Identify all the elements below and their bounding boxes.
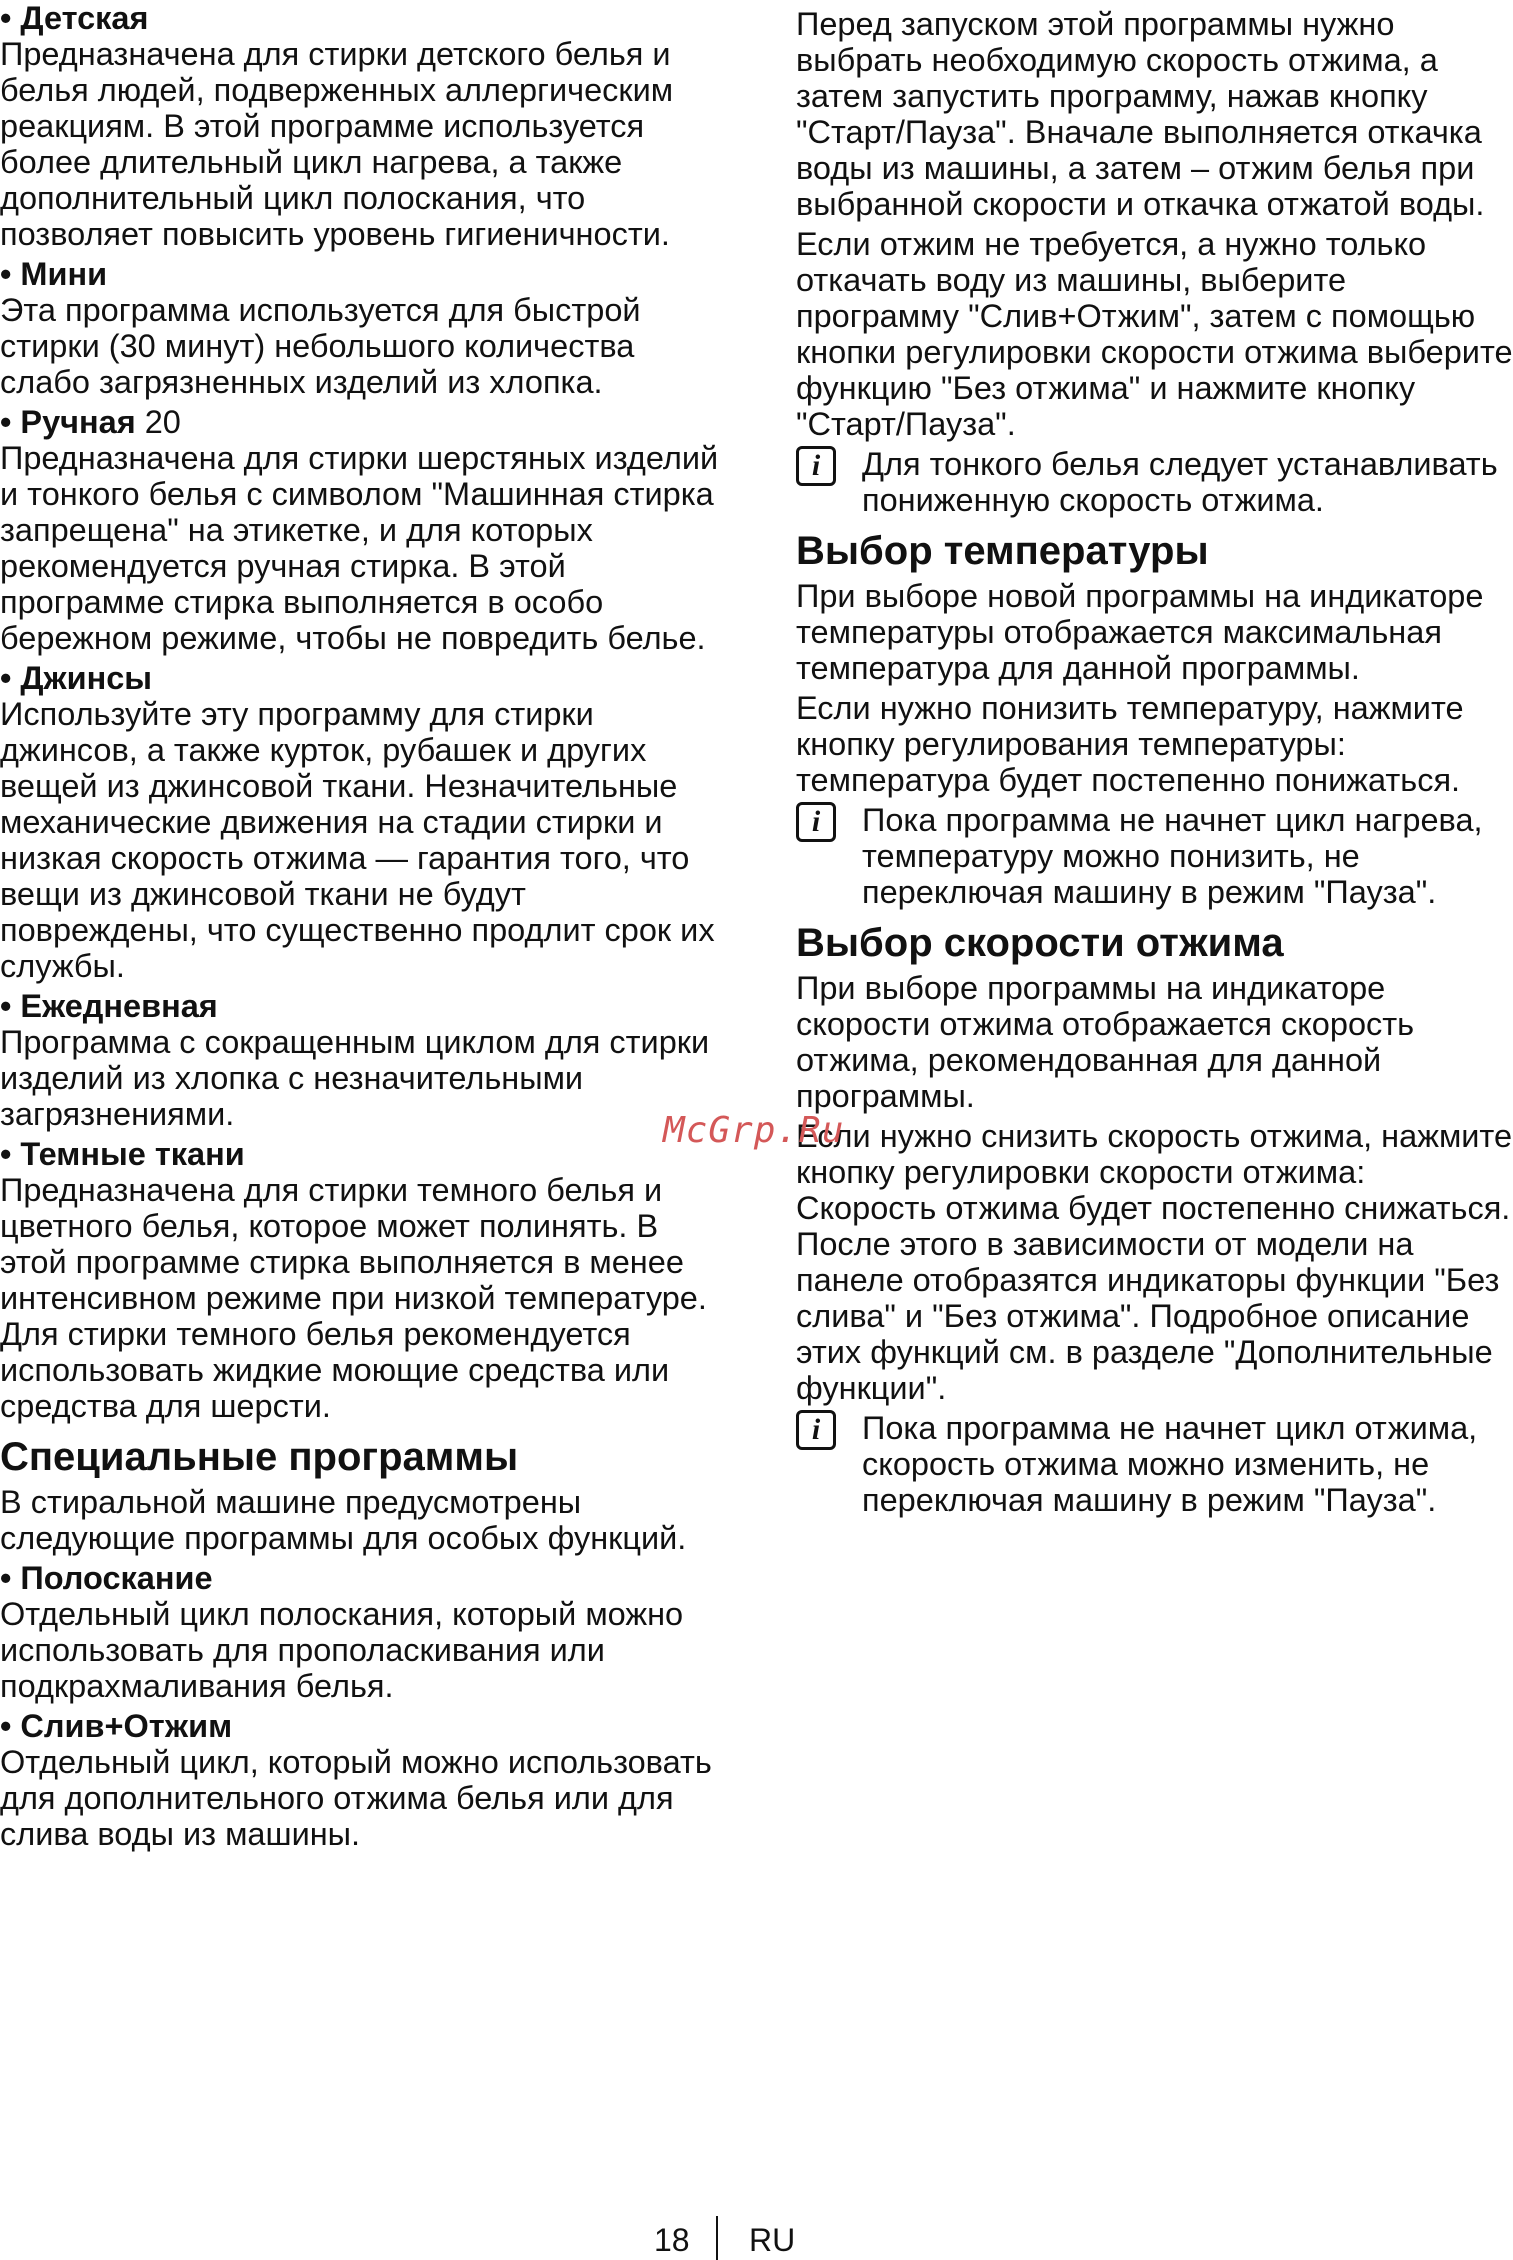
paragraph: При выборе новой программы на индикаторе температуры отображается максимальная температура для данной программы. [796, 578, 1484, 686]
language-code: RU [749, 2222, 796, 2258]
paragraph: Если нужно снизить скорость отжима, нажмите кнопку регулировки скорости отжима: Скорость отжима будет постепенно снижаться. После этого в зависимости от модели на панеле отобразятся индикаторы функции "Без слива" и "Без отжима". Подробное описание этих функций см. в разделе "Дополнительные функции". [796, 1118, 1513, 1406]
note-text: Пока программа не начнет цикл отжима, скорость отжима можно изменить, не переключая машину в режим "Пауза". [862, 1410, 1478, 1518]
right-column [796, 6, 1513, 1522]
section-intro: В стиральной машине предусмотрены следующие программы для особых функций. [0, 1484, 687, 1556]
program-mini [0, 256, 725, 400]
info-note [796, 1410, 1513, 1518]
program-description: Предназначена для стирки темного белья и цветного белья, которое может полинять. В этой программе стирка выполняется в менее интенсивном режиме при низкой температуре. Для стирки темного белья рекомендуется использовать жидкие моющие средства или средства для шерсти. [0, 1172, 707, 1424]
program-sliv [0, 1708, 725, 1852]
program-title: • Мини [0, 256, 108, 292]
program-dzhinsy [0, 660, 725, 984]
left-column [0, 0, 725, 1856]
section-heading-temperature: Выбор температуры [796, 529, 1209, 573]
paragraph: Если отжим не требуется, а нужно только откачать воду из машины, выберите программу "Слив+Отжим", затем с помощью кнопки регулировки скорости отжима выберите функцию "Без отжима" и нажмите кнопку "Старт/Пауза". [796, 226, 1513, 442]
section-heading-spin: Выбор скорости отжима [796, 921, 1284, 965]
program-title: • Детская [0, 0, 149, 36]
program-temnye [0, 1136, 725, 1424]
info-note [796, 446, 1513, 518]
note-text: Для тонкого белья следует устанавливать пониженную скорость отжима. [862, 446, 1498, 518]
info-note [796, 802, 1513, 910]
program-description: Предназначена для стирки шерстяных изделий и тонкого белья с символом "Машинная стирка запрещена" на этикетке, и для которых рекомендуется ручная стирка. В этой программе стирка выполняется в особо бережном режиме, чтобы не повредить белье. [0, 440, 719, 656]
info-icon: i [796, 802, 836, 842]
program-title [0, 404, 725, 440]
program-description: Используйте эту программу для стирки джинсов, а также курток, рубашек и других вещей из джинсовой ткани. Незначительные механические движения на стадии стирки и низкая скорость отжима — гарантия того, что вещи из джинсовой ткани не будут повреждены, что существенно продлит срок их службы. [0, 696, 715, 984]
program-poloskanie [0, 1560, 725, 1704]
section-heading-special: Специальные программы [0, 1435, 519, 1479]
page-footer [0, 2222, 1513, 2260]
program-description: Предназначена для стирки детского белья и белья людей, подверженных аллергическим реакциям. В этой программе используется более длительный цикл нагрева, а также дополнительный цикл полоскания, что позволяет повысить уровень гигиеничности. [0, 36, 674, 252]
program-title: • Темные ткани [0, 1136, 245, 1172]
program-description: Отдельный цикл, который можно использовать для дополнительного отжима белья или для слива воды из машины. [0, 1744, 712, 1852]
program-title: • Слив+Отжим [0, 1708, 233, 1744]
program-detskaya [0, 0, 725, 252]
note-text: Пока программа не начнет цикл нагрева, температуру можно понизить, не переключая машину в режим "Пауза". [862, 802, 1483, 910]
program-title-text: • Ручная [0, 404, 136, 440]
program-title: • Полоскание [0, 1560, 213, 1596]
footer-divider [716, 2216, 718, 2260]
paragraph: Если нужно понизить температуру, нажмите кнопку регулирования температуры: температура будет постепенно понижаться. [796, 690, 1464, 798]
page-number: 18 [654, 2222, 690, 2258]
paragraph: Перед запуском этой программы нужно выбрать необходимую скорость отжима, а затем запустить программу, нажав кнопку "Старт/Пауза". Вначале выполняется откачка воды из машины, а затем – отжим белья при выбранной скорости и откачка отжатой воды. [796, 6, 1485, 222]
program-title-suffix: 20 [135, 404, 181, 440]
program-title: • Джинсы [0, 660, 153, 696]
info-icon: i [796, 1410, 836, 1450]
program-description: Отдельный цикл полоскания, который можно использовать для прополаскивания или подкрахмаливания белья. [0, 1596, 684, 1704]
program-title: • Ежедневная [0, 988, 218, 1024]
program-ruchnaya [0, 404, 725, 656]
program-description: Эта программа используется для быстрой стирки (30 минут) небольшого количества слабо загрязненных изделий из хлопка. [0, 292, 641, 400]
program-ezhednevnaya [0, 988, 725, 1132]
paragraph: При выборе программы на индикаторе скорости отжима отображается скорость отжима, рекомендованная для данной программы. [796, 970, 1415, 1114]
program-description: Программа с сокращенным циклом для стирки изделий из хлопка с незначительными загрязнениями. [0, 1024, 710, 1132]
info-icon: i [796, 446, 836, 486]
watermark: McGrp.Ru [663, 1110, 845, 1151]
